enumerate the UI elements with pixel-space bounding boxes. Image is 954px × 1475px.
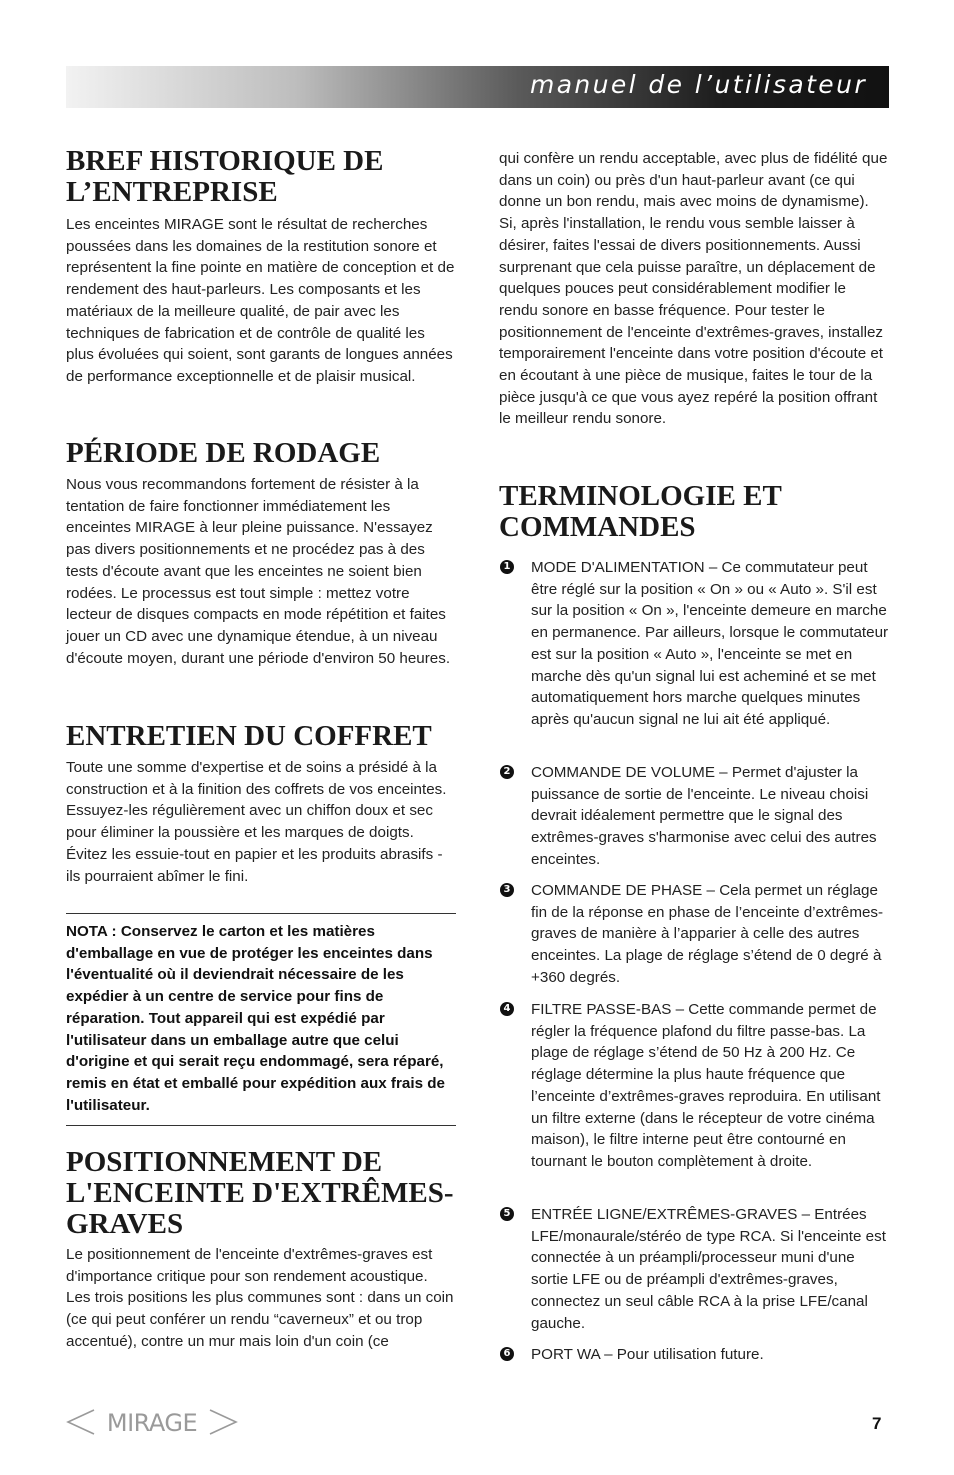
term-text: ENTRÉE LIGNE/EXTRÊMES-GRAVES – Entrées LFE/monaurale/stéréo de type RCA. Si l'enceinte est connectée à un préampli/processeur muni d'une sortie LFE ou de préampli d'extrêmes-graves, connectez un seul câble RCA à la prise LFE/canal gauche. [531,1206,886,1332]
header-title: manuel de l’utilisateur [529,70,867,99]
logo-text: MIRAGE [106,1409,198,1437]
term-text: COMMANDE DE VOLUME – Permet d'ajuster la puissance de sortie de l'enceinte. Le niveau choisi devrait idéalement permettre que le signal des extrêmes-graves s'harmonise avec celui des autres enceintes. [531,764,877,868]
nota-top-rule [66,913,456,914]
heading-company-history: BREF HISTORIQUE DE L’ENTREPRISE [66,145,384,208]
heading-break-in: PÉRIODE DE RODAGE [66,437,381,469]
number-5-icon: 5 [500,1207,514,1221]
paragraph-cabinet-care: Toute une somme d'expertise et de soins a présidé à la construction et à la finition des coffrets de vos enceintes. Essuyez-les régulièrement avec un chiffon doux et sec pour éliminer la poussière et les marques de doigts. Évitez les essuie-tout en papier et les produits abrasifs - ils pourraient abîmer le fini. [66,759,447,885]
heading-cabinet-care: ENTRETIEN DU COFFRET [66,720,432,752]
page-number: 7 [872,1414,882,1433]
header-bar [66,66,889,108]
heading-terminology: TERMINOLOGIE ET COMMANDES [499,480,782,543]
number-4-icon: 4 [500,1002,514,1016]
heading-subwoofer-placement: POSITIONNEMENT DE L'ENCEINTE D'EXTRÊMES-GRAVES [66,1146,454,1240]
number-1-icon: 1 [500,560,514,574]
number-3-icon: 3 [500,883,514,897]
paragraph-placement-continued: qui confère un rendu acceptable, avec plus de fidélité que dans un coin) ou près d'un haut-parleur avant (ce qui donne un bon rendu, mais avec moins de dynamisme). Si, après l'installation, le rendu vous semble laisser à désirer, faites l'essai de divers positionnements. Aussi surprenant que cela puisse paraître, un déplacement de quelques pouces peut considérablement modifier le rendu sonore en basse fréquence. Pour tester le positionnement de l'enceinte d'extrêmes-graves, installez temporairement l'enceinte dans votre position d'écoute et en écoutant à une pièce de musique, faites le tour de la pièce jusqu'à ce que vous ayez repéré la position offrant le meilleur rendu sonore. [499,150,888,428]
paragraph-company-history: Les enceintes MIRAGE sont le résultat de recherches poussées dans les domaines de la restitution sonore et représentent la fine pointe en matière de conception et de rendement des haut-parleurs. Les composants et les matériaux de la meilleure qualité, de pair avec les techniques de fabrication et de contrôle de qualité les plus évoluées qui soient, sont garants de longues années de performance exceptionnelle et de plaisir musical. [66,216,455,385]
paragraph-subwoofer-placement: Le positionnement de l'enceinte d'extrêmes-graves est d'importance critique pour son rendement acoustique. Les trois positions les plus communes sont : dans un coin (ce qui peut conférer un rendu “caverneux” et ou trop accentué), contre un mur mais loin d'un coin (ce [66,1246,454,1350]
nota-bottom-rule [66,1125,456,1126]
term-text: PORT WA – Pour utilisation future. [531,1346,764,1363]
number-2-icon: 2 [500,765,514,779]
nota-paragraph: NOTA : Conservez le carton et les matières d'emballage en vue de protéger les enceintes dans l'éventualité où il deviendrait nécessaire de les expédier à un centre de service pour fins de réparation. Tout appareil qui est expédié par l'utilisateur dans un emballage autre que celui d'origine et qui serait reçu endommagé, sera réparé, remis en état et emballé pour expédition aux frais de l'utilisateur. [66,923,445,1114]
mirage-logo [66,1406,238,1438]
paragraph-break-in: Nous vous recommandons fortement de résister à la tentation de faire fonctionner immédiatement les enceintes MIRAGE à leur pleine puissance. N'essayez pas divers positionnements et ne procédez pas à des tests d'écoute avant que les enceintes ne soient bien rodées. Le processus est tout simple : mettez votre lecteur de disques compacts en mode répétition et faites jouer un CD avec une dynamique étendue, à un niveau d'écoute moyen, durant une période d'environ 50 heures. [66,476,451,667]
term-text: MODE D'ALIMENTATION – Ce commutateur peut être réglé sur la position « On » ou « Auto ». S'il est sur la position « On », l'enceinte demeure en marche en permanence. Par ailleurs, lorsque le commutateur est sur la position « Auto », l'enceinte se met en marche dès qu'un signal lui est acheminé et se met automatiquement hors marche quelques minutes après qu'aucun signal ne lui ait été appliqué. [531,559,889,728]
term-text: FILTRE PASSE-BAS – Cette commande permet de régler la fréquence plafond du filtre passe-bas. La plage de réglage s’étend de 50 Hz à 200 Hz. Ce réglage détermine la plus haute fréquence que l’enceinte d’extrêmes-graves reproduira. En utilisant un filtre externe (dans le récepteur de votre cinéma maison), le filtre interne peut être contourné en tournant le bouton complètement à droite. [531,1001,881,1170]
term-text: COMMANDE DE PHASE – Cela permet un réglage fin de la réponse en phase de l’enceinte d’extrêmes-graves de manière à l’apparier à celle des autres enceintes. La plage de réglage s’étend de 0 degré à +360 degrés. [531,882,884,986]
number-6-icon: 6 [500,1347,514,1361]
